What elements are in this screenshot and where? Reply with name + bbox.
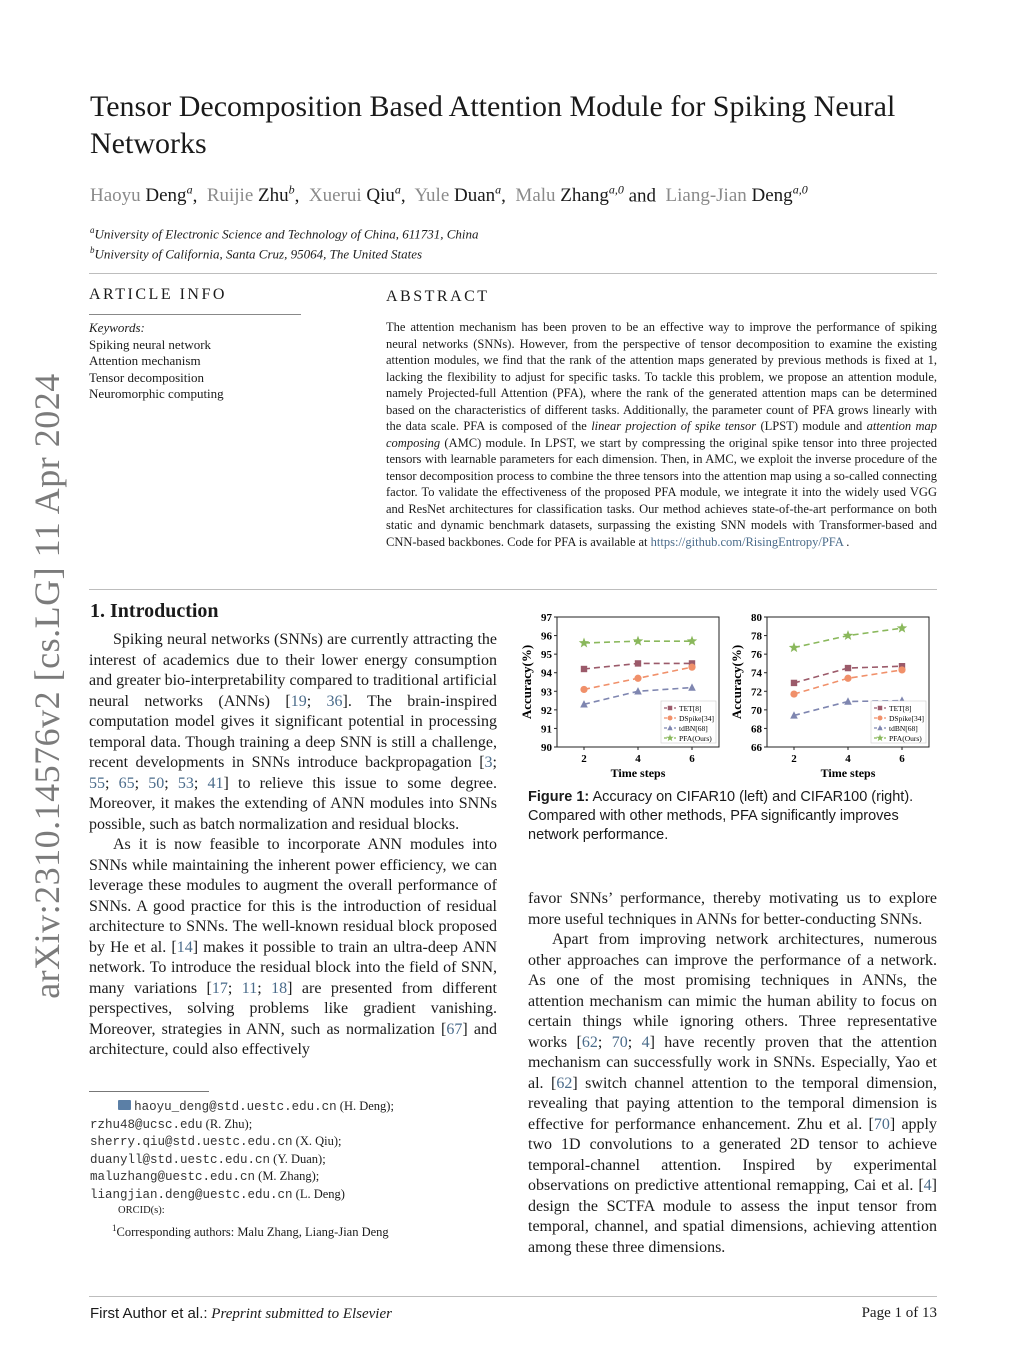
divider	[89, 273, 937, 274]
data-point	[790, 690, 797, 697]
orcid-label: ORCID(s):	[118, 1205, 165, 1216]
corresponding-note: $^1$Corresponding authors: Malu Zhang, Liang-Jian Deng	[112, 1222, 389, 1239]
data-point	[580, 686, 587, 693]
keywords-label: Keywords:	[89, 320, 145, 335]
paper-title: Tensor Decomposition Based Attention Module for Spiking Neural Networks	[90, 90, 896, 160]
data-point	[843, 630, 853, 640]
y-tick-label: 96	[541, 630, 552, 643]
y-tick-label: 66	[751, 742, 762, 754]
email-link[interactable]: rzhu48@ucsc.edu	[90, 1117, 203, 1132]
author[interactable]: Malu Zhang$^{a,0}$	[515, 183, 624, 207]
data-point	[877, 715, 882, 720]
y-tick-label: 68	[751, 723, 762, 736]
author[interactable]: Xuerui Qiu$^a$	[308, 183, 401, 207]
footnote-rule	[89, 1091, 209, 1092]
citation-link[interactable]: 41	[207, 774, 224, 792]
citation-link[interactable]: 65	[118, 774, 135, 792]
citation-link[interactable]: 70	[873, 1115, 890, 1133]
and-word: and	[628, 185, 657, 207]
data-point	[579, 638, 589, 648]
series	[789, 623, 907, 652]
author[interactable]: Liang-Jian Deng$^{a,0}$	[665, 183, 808, 207]
citation-link[interactable]: 70	[611, 1033, 628, 1051]
arxiv-id: arXiv:2310.14576v2 [cs.LG] 11 Apr 2024	[27, 373, 67, 999]
email-link[interactable]: maluzhang@uestc.edu.cn	[90, 1170, 256, 1184]
paragraph: favor SNNs’ performance, thereby motivating us to explore more useful techniques in ANNs for better-conducting SNNs.	[528, 890, 937, 928]
legend-label: TET[8]	[679, 703, 702, 713]
data-point	[898, 666, 905, 673]
citation-link[interactable]: 14	[176, 938, 193, 956]
cifar10-chart	[515, 605, 725, 785]
data-point	[633, 636, 643, 646]
figure-caption: Figure 1: Accuracy on CIFAR10 (left) and CIFAR100 (right). Compared with other methods, PFA significantly improves network performance.	[528, 789, 914, 843]
mail-icon	[118, 1100, 131, 1110]
legend-marker	[668, 706, 672, 710]
data-point	[844, 675, 851, 682]
legend-label: PFA(Ours)	[889, 733, 922, 743]
keywords	[89, 320, 349, 403]
citation-link[interactable]: 18	[271, 979, 288, 997]
data-point	[878, 706, 882, 710]
citation-link[interactable]: 50	[148, 774, 165, 792]
legend-label: PFA(Ours)	[679, 733, 712, 743]
legend-label: DSpike[34]	[889, 713, 924, 723]
data-point	[897, 623, 907, 633]
data-point	[791, 680, 797, 686]
paragraph: Spiking neural networks (SNNs) are currently attracting the interest of academics due to their lower energy consumption and greater bio-interpretability compared to traditional artificial neural networks (ANNs) [19; 36]. The brain-inspired computation model gives it significant potential in processing temporal data. Though training a deep SNN is still a challenge, recent developments in SNNs introduce backpropagation [3; 55; 65; 50; 53; 41] to relieve this issue to some degree. Moreover, it makes the extending of ANN modules into SNNs possible, such as batch normalization and residual blocks.	[89, 631, 497, 833]
keyword: Spiking neural network	[89, 336, 212, 352]
citation-link[interactable]: 17	[211, 979, 228, 997]
y-tick-label: 97	[541, 612, 552, 624]
citation-link[interactable]: 36	[326, 692, 343, 710]
citation-link[interactable]: 4	[923, 1177, 932, 1194]
data-point	[789, 642, 799, 652]
y-tick-label: 90	[541, 742, 552, 754]
abstract-heading: ABSTRACT	[386, 288, 490, 305]
figure-1	[515, 605, 940, 785]
footer-note: Preprint submitted to Elsevier	[207, 1306, 392, 1322]
y-tick-label: 94	[541, 667, 552, 680]
y-axis-label: Accuracy(%)	[729, 644, 744, 720]
data-point	[667, 715, 672, 720]
x-tick-label: 6	[689, 753, 695, 765]
article-info-heading: ARTICLE INFO	[89, 286, 227, 303]
x-axis-label: Time steps	[610, 766, 666, 780]
page-number: Page 1 of 13	[861, 1305, 937, 1321]
code-link[interactable]: https://github.com/RisingEntropy/PFA	[650, 534, 844, 549]
data-point	[845, 665, 851, 671]
citation-link[interactable]: 19	[290, 692, 307, 710]
data-point	[668, 706, 672, 710]
citation-link[interactable]: 62	[556, 1074, 573, 1092]
email-link[interactable]: haoyu_deng@std.uestc.edu.cn	[134, 1100, 337, 1114]
author[interactable]: Haoyu Deng$^a$	[90, 183, 193, 207]
series	[579, 636, 697, 648]
legend-marker	[877, 715, 882, 720]
abstract-body: The attention mechanism has been proven to be an effective way to improve the performance of spiking neural networks (SNNs). However, from the perspective of tensor decomposition to examine the existing attention modules, we find that the rank of the attention maps generated by previous methods is fixed at 1, lacking the flexibility to adjust for specific tasks. To tackle this problem, we propose an attention module, namely Projected-full Attention (PFA), where the rank of the generated attention maps can be determined based on the characteristics of different tasks. Additionally, the parameter count of PFA grows linearly with the data scale. PFA is composed of the linear projection of spike tensor (LPST) module and attention map composing (AMC) module. In LPST, we start by compressing the original spike tensor into three projected tensors with learnable parameters for each dimension. Then, in AMC, we exploit the inverse procedure of the tensor decomposition process to combine the three tensors into the attention map using a so-called connecting factor. To validate the effectiveness of the proposed PFA module, we integrate it into the widely used VGG and ResNet architectures for classification tasks. Our method achieves state-of-the-art performance on both static and dynamic benchmark datasets, surpassing the existing SNN models with Transformer-based and CNN-based backbones. Code for PFA is available at https://github.com/RisingEntropy/PFA .	[386, 320, 937, 549]
citation-link[interactable]: 62	[581, 1033, 598, 1051]
series-line	[794, 670, 902, 694]
email-link[interactable]: duanyll@std.uestc.edu.cn	[90, 1152, 271, 1167]
x-tick-label: 6	[899, 753, 905, 765]
author[interactable]: Ruijie Zhu$^b$	[206, 183, 295, 207]
data-point	[687, 636, 697, 646]
legend-label: tdBN[68]	[889, 723, 918, 733]
left-column	[89, 630, 497, 1061]
divider	[89, 314, 301, 315]
footer-rule	[89, 1296, 937, 1297]
right-column	[528, 889, 937, 1258]
y-axis-label: Accuracy(%)	[519, 644, 534, 720]
data-point	[688, 683, 696, 690]
email-link[interactable]: liangjian.deng@uestc.edu.cn	[90, 1187, 293, 1202]
paragraph: As it is now feasible to incorporate ANN modules into SNNs while maintaining the inherent power efficiency, we can leverage these modules to augment the overall performance of SNNs. A good practice for this is the introduction of residual architecture to SNNs. The well-known residual block proposed by He et al. [14] makes it possible to train an ultra-deep ANN network. To introduce the residual block into the field of SNN, many variations [17; 11; 18] are presented from different perspectives, solving problems like gradient vanishing. Moreover, strategies in ANN, such as normalization [67] and architecture, could also effectively	[89, 836, 497, 1058]
y-tick-label: 74	[751, 667, 762, 680]
x-tick-label: 4	[635, 753, 641, 765]
author[interactable]: Yule Duan$^a$	[414, 183, 502, 207]
legend-marker	[878, 706, 882, 710]
x-tick-label: 2	[581, 753, 587, 765]
legend-label: TET[8]	[889, 703, 912, 713]
legend-marker	[667, 715, 672, 720]
data-point	[635, 660, 641, 666]
footer-author: First Author et al.:	[90, 1305, 208, 1322]
data-point	[688, 664, 695, 671]
page-footer	[90, 1305, 937, 1323]
data-point	[581, 666, 587, 672]
arxiv-sidebar	[22, 335, 72, 999]
citation-link[interactable]: 11	[241, 979, 258, 997]
data-point	[634, 675, 641, 682]
paragraph: Apart from improving network architectures, numerous other approaches can improve the performance of a network. As one of the most promising techniques in ANNs, the attention mechanism can mimic the human ability to focus on certain things while ignoring others. Three representative works [62; 70; 4] have recently proven that the attention mechanism can successfully work in SNNs. Especially, Yao et al. [62] switch channel attention to the temporal dimension, revealing that paying attention to the temporal dimension is effective for performance enhancement. Zhu et al. [70] apply two 1D convolutions to a generated 2D tensor to achieve temporal-channel attention. Inspired by experimental observations on predictive attentional remapping, Cai et al. [4] design the SCTFA module to assess the input tensor from temporal, channel, and spatial dimensions, achieving attention among these three dimensions.	[528, 931, 938, 1256]
citation-link[interactable]: 53	[177, 774, 194, 792]
citation-link[interactable]: 4	[641, 1033, 650, 1051]
data-point	[634, 687, 642, 694]
legend-label: tdBN[68]	[679, 723, 708, 733]
y-tick-label: 76	[751, 649, 762, 662]
y-tick-label: 72	[751, 686, 762, 699]
data-point	[844, 697, 852, 704]
x-axis-label: Time steps	[820, 766, 876, 780]
cifar100-chart	[725, 605, 940, 785]
series	[791, 663, 905, 686]
affiliation: $^a$University of Electronic Science and Technology of China, 611731, China	[90, 225, 479, 242]
y-tick-label: 78	[751, 630, 762, 643]
citation-link[interactable]: 67	[446, 1020, 463, 1038]
affiliation: $^b$University of California, Santa Cruz, 95064, The United States	[90, 245, 423, 262]
keyword: Neuromorphic computing	[89, 386, 224, 401]
email-link[interactable]: sherry.qiu@std.uestc.edu.cn	[90, 1135, 293, 1149]
y-tick-label: 70	[751, 704, 762, 717]
section-heading: 1. Introduction	[90, 600, 219, 622]
y-tick-label: 93	[541, 686, 552, 699]
y-tick-label: 92	[541, 704, 552, 717]
y-tick-label: 80	[751, 612, 762, 624]
citation-link[interactable]: 3	[484, 754, 493, 771]
y-tick-label: 91	[541, 723, 552, 736]
citation-link[interactable]: 55	[89, 774, 105, 792]
keyword: Tensor decomposition	[89, 369, 204, 385]
y-tick-label: 95	[541, 649, 552, 662]
footnotes: haoyu_deng@std.uestc.edu.cn (H. Deng); rzhu48@ucsc.edu (R. Zhu); sherry.qiu@std.uestc.edu.cn (X. Qiu); duanyll@std.uestc.edu.cn (Y. Duan); maluzhang@uestc.edu.cn (M. Zhang); liangjian.deng@uestc.edu.cn (L. Deng) ORCID(s): $^1$Corresponding authors: Malu Zhang, Liang-Jian Deng	[90, 1098, 500, 1240]
legend-label: DSpike[34]	[679, 713, 714, 723]
keyword: Attention mechanism	[89, 353, 201, 368]
author-list: Haoyu Deng$^a$, Ruijie Zhu$^b$, Xuerui Qiu$^a$, Yule Duan$^a$, Malu Zhang$^{a,0}$ and Liang-Jian Deng$^{a,0}$	[90, 183, 808, 207]
divider	[89, 589, 937, 590]
x-tick-label: 4	[845, 753, 851, 765]
x-tick-label: 2	[791, 753, 797, 765]
